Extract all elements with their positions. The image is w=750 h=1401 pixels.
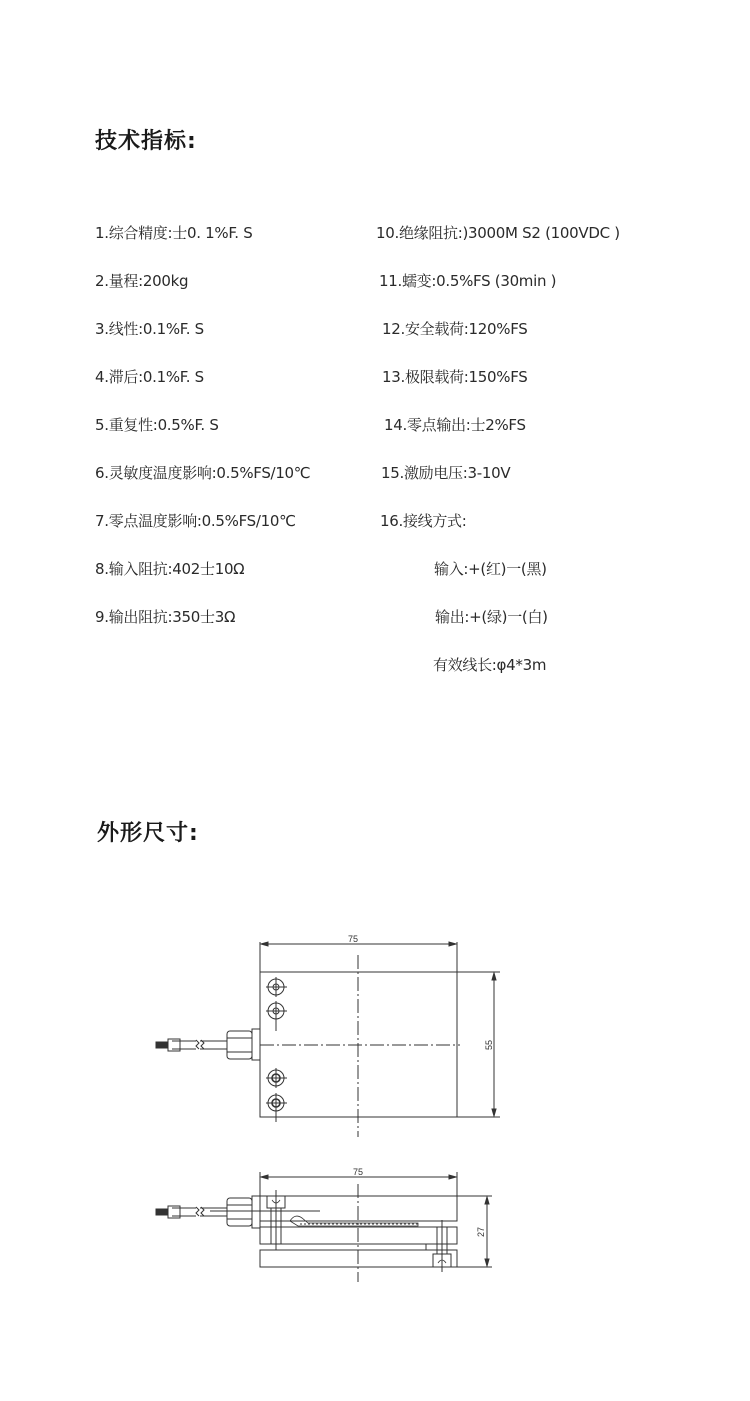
cable-connector-icon [156,1196,260,1228]
spec-sensitivity-temp: 6.灵敏度温度影响:0.5%FS/10℃ [95,464,311,482]
side-view [156,1167,492,1282]
spec-zero-temp: 7.零点温度影响:0.5%FS/10℃ [95,512,296,530]
mounting-hole-icon [266,977,287,997]
cable-length: 有效线长:φ4*3m [433,656,547,674]
side-height-label: 27 [476,1226,486,1238]
top-height-label: 55 [484,1039,494,1051]
spec-repeatability: 5.重复性:0.5%F. S [95,416,219,434]
spec-wiring: 16.接线方式: [380,512,467,530]
wiring-input: 输入:+(红)一(黑) [434,560,547,578]
cable-connector-icon [156,1029,260,1060]
spec-hysteresis: 4.滞后:0.1%F. S [95,368,204,386]
spec-safe-load: 12.安全载荷:120%FS [382,320,528,338]
wiring-output: 输出:+(绿)一(白) [435,608,548,626]
mounting-hole-icon [266,1001,287,1031]
spec-zero-output: 14.零点输出:士2%FS [384,416,526,434]
spec-accuracy: 1.综合精度:士0. 1%F. S [95,224,253,242]
mounting-hole-icon [266,1068,287,1088]
top-view [156,934,500,1137]
top-width-label: 75 [347,934,359,944]
mounting-hole-icon [266,1093,287,1122]
spec-input-impedance: 8.输入阻抗:402士10Ω [95,560,245,578]
spec-excitation: 15.激励电压:3-10V [381,464,511,482]
specs-title: 技术指标: [95,129,197,154]
spec-insulation: 10.绝缘阻抗:)3000M S2 (100VDC ) [376,224,620,242]
spec-ultimate-load: 13.极限载荷:150%FS [382,368,528,386]
spec-linearity: 3.线性:0.1%F. S [95,320,204,338]
spec-creep: 11.蠕变:0.5%FS (30min ) [379,272,557,290]
spec-output-impedance: 9.输出阻抗:350士3Ω [95,608,236,626]
dimensions-title: 外形尺寸: [97,821,199,846]
spec-range: 2.量程:200kg [95,272,189,290]
side-width-label: 75 [352,1167,364,1177]
